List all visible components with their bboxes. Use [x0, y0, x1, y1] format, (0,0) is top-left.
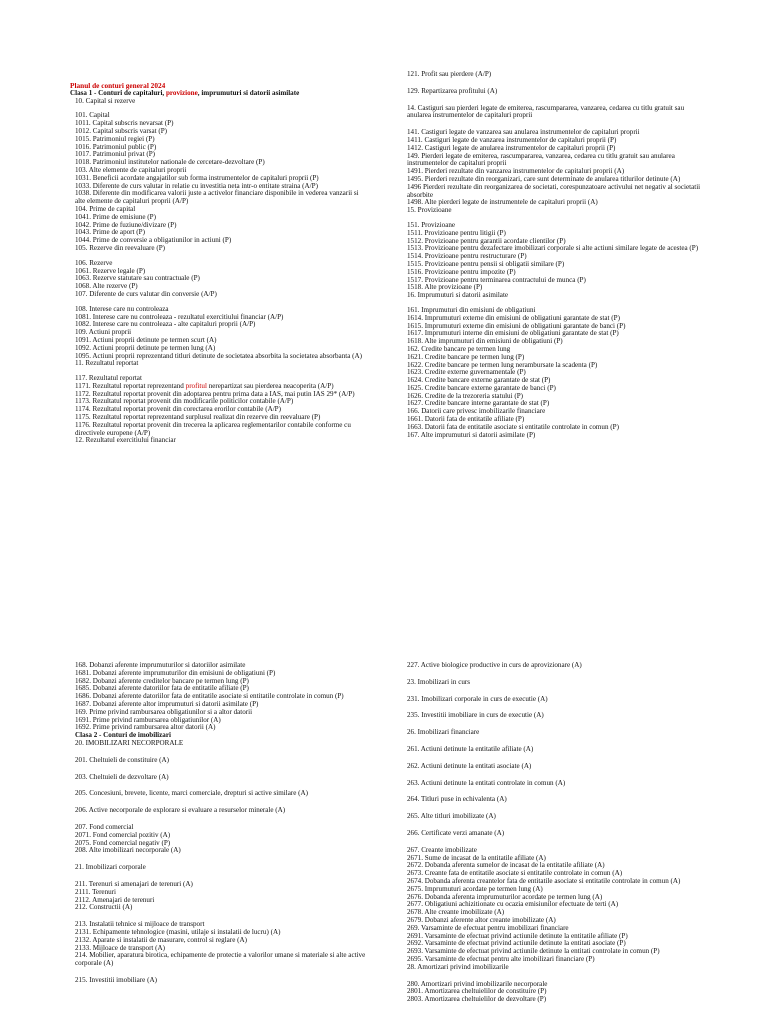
account-line: 2112. Amenajari de terenuri [75, 895, 155, 904]
account-line: 1495. Pierderi rezultate din reorganizari, care sunt determinate de anularea titlurilor detinute (A) [407, 174, 681, 183]
account-line: 1511. Provizioane pentru litigii (P) [407, 228, 506, 237]
account-line: 215. Investitii imobiliare (A) [75, 975, 157, 984]
account-line: 1412. Castiguri legate de anularea instrumentelor de capitaluri proprii (P) [407, 143, 616, 152]
class-heading: Clasa 1 - Conturi de capitaluri, provizione, imprumuturi si datorii asimilate [70, 88, 300, 97]
account-line: 265. Alte titluri imobilizate (A) [407, 812, 496, 821]
highlighted-word: profitul [185, 381, 207, 390]
account-line: 106. Rezerve [75, 258, 113, 267]
account-line: 1624. Credite bancare externe garantate de stat (P) [407, 376, 551, 385]
account-line: 161. Imprumuturi din emisiuni de obligatiuni [407, 305, 536, 314]
account-line: 1517. Provizioane pentru terminarea contractului de munca (P) [407, 275, 586, 284]
account-line: 121. Profit sau pierdere (A/P) [407, 70, 492, 78]
account-line: 1173. Rezultatul reportat provenit din modificarile politicilor contabile (A/P) [75, 397, 294, 406]
account-line: 2691. Varsaminte de efectuat privind actiunile detinute la entitatile afiliate (P) [407, 931, 628, 940]
account-line: 151. Provizioane [407, 220, 456, 229]
account-line: 201. Cheltuieli de constituire (A) [75, 755, 169, 764]
account-line: 205. Concesiuni, brevete, licente, marci comerciale, drepturi si active similare (A) [75, 789, 309, 798]
account-line: 108. Interese care nu controleaza [75, 304, 169, 313]
account-line: 10. Capital si rezerve [75, 96, 136, 105]
account-line: 1692. Prime privind rambursarea altor datorii (A) [75, 723, 216, 732]
account-line: 2132. Aparate si instalatii de masurare, control si reglare (A) [75, 935, 247, 944]
account-line: 2675. Imprumuturi acordate pe termen lung (A) [407, 884, 543, 893]
account-line: 213. Instalatii tehnice si mijloace de transport [75, 920, 205, 929]
account-line: 2131. Echipamente tehnologice (masini, utilaje si instalatii de lucru) (A) [75, 927, 281, 936]
account-line: 227. Active biologice productive in curs de aprovizionare (A) [407, 661, 582, 669]
class-heading: Clasa 2 - Conturi de imobilizari [75, 731, 171, 740]
account-line: 12. Rezultatul exercitiului financiar [75, 436, 176, 445]
account-group [70, 260, 370, 299]
account-line: 1044. Prime de conversie a obligatiunilor in actiuni (P) [75, 236, 232, 245]
account-line: 141. Castiguri legate de vanzarea sau anularea instrumentelor de capitaluri proprii [407, 128, 640, 137]
account-line: 207. Fond comercial [75, 822, 134, 831]
account-line: 129. Repartizarea profitului (A) [407, 86, 498, 95]
account-line: 1496 Pierderi rezultate din reorganizarea de societati, corespunzatoare activului net negativ al societatii absorbite [407, 182, 701, 199]
account-line: 1614. Imprumuturi externe din emisiuni de obligatiuni garantate de stat (P) [407, 313, 620, 322]
text-column-4 [402, 662, 707, 1004]
account-line: 208. Alte imobilizari necorporale (A) [75, 846, 181, 855]
account-line: 2673. Creante fata de entitatile asociate si entitatile controlate in comun (A) [407, 869, 623, 878]
account-group [70, 881, 370, 912]
account-line: 1682. Dobanzi aferente creditelor bancare pe termen lung (P) [75, 676, 249, 685]
account-line: 269. Varsaminte de efectuat pentru imobilizari financiare [407, 923, 569, 932]
account-line: 107. Diferente de curs valutar din conversie (A/P) [75, 289, 217, 298]
account-line: 167. Alte imprumuturi si datorii asimilate (P) [407, 430, 536, 439]
account-line: 162. Credite bancare pe termen lung [407, 344, 511, 353]
account-line: 1686. Dobanzi aferente datoriilor fata de entitatile asociate si entitatile controlate in comun (P) [75, 692, 344, 701]
account-group [402, 129, 707, 215]
account-line: 1175. Rezultatul reportat reprezentand surplusul realizat din rezerve din reevaluare (P) [75, 413, 321, 422]
account-line: 1627. Credite bancare interne garantate de stat (P) [407, 399, 550, 408]
highlighted-word: provizione [165, 88, 198, 97]
account-group [402, 981, 707, 1004]
account-line: 26. Imobilizari financiare [407, 728, 480, 737]
account-line: 203. Cheltuieli de dezvoltare (A) [75, 772, 169, 781]
account-line: 1491. Pierderi rezultate din vanzarea instrumentelor de capitaluri proprii (A) [407, 167, 625, 176]
account-line: 1174. Rezultatul reportat provenit din corectarea erorilor contabile (A/P) [75, 405, 281, 414]
account-line: 149. Pierderi legate de emiterea, rascumpararea, vanzarea, cedarea cu titlu gratuit sau anularea instrumentelor de capitaluri proprii [407, 151, 675, 168]
account-line: 1068. Alte rezerve (P) [75, 282, 138, 291]
account-line: 1091. Actiuni proprii detinute pe termen scurt (A) [75, 335, 217, 344]
text-column-3 [70, 662, 370, 985]
account-line: 1172. Rezultatul reportat provenit din adoptarea pentru prima data a IAS, mai putin IAS 29* (A/P) [75, 389, 355, 398]
account-line: 1018. Patrimoniul institutelor nationale de cercetare-dezvoltare (P) [75, 158, 265, 167]
account-line: 261. Actiuni detinute la entitatile afiliate (A) [407, 744, 534, 753]
account-line: 2071. Fond comercial pozitiv (A) [75, 830, 171, 839]
account-line: 1171. Rezultatul reportat reprezentand profitul nerepartizat sau pierderea neacoperita (A/P) [75, 381, 334, 390]
account-group [70, 662, 370, 732]
account-group [70, 98, 370, 106]
document-title: Planul de conturi general 2024 [70, 81, 166, 90]
account-line: 2075. Fond comercial negativ (P) [75, 838, 171, 847]
account-line: 2679. Dobanzi aferente altor creante imobilizate (A) [407, 915, 556, 924]
account-line: 266. Certificate verzi amanate (A) [407, 828, 505, 837]
account-line: 1518. Alte provizioane (P) [407, 283, 483, 292]
account-line: 235. Investitii imobiliare in curs de executie (A) [407, 711, 544, 720]
account-group [402, 88, 707, 96]
account-line: 20. IMOBILIZARI NECORPORALE [75, 738, 184, 747]
account-line: 1691. Prime privind rambursarea obligatiunilor (A) [75, 715, 221, 724]
account-line: 2111. Terenuri [75, 887, 117, 896]
account-line: 117. Rezultatul reportat [75, 374, 142, 383]
account-line: 1042. Prime de fuziune/divizare (P) [75, 220, 177, 229]
account-line: 2677. Obligatiuni achizitionate cu ocazia emisiunilor efectuate de terti (A) [407, 900, 619, 909]
account-line: 1038. Diferente din modificarea valorii juste a activelor financiare disponibile in vederea vanzarii si alte elemente de capitaluri proprii (A/P) [75, 189, 359, 206]
account-group [70, 921, 370, 968]
account-line: 103. Alte elemente de capitaluri proprii [75, 165, 187, 174]
account-line: 1681. Dobanzi aferente imprumuturilor din emisiuni de obligatiuni (P) [75, 668, 276, 677]
account-line: 168. Dobanzi aferente imprumuturilor si datoriilor asimilate [75, 661, 246, 669]
account-line: 2695. Varsaminte de efectuat pentru alte imobilizari financiare (P) [407, 954, 595, 963]
account-line: 280. Amortizari privind imobilizarile necorporale [407, 979, 548, 988]
account-line: 1033. Diferente de curs valutar in relatie cu investitia neta intr-o entitate straina (A/P) [75, 181, 318, 190]
account-line: 1015. Patrimoniul regiei (P) [75, 134, 155, 143]
account-line: 1618. Alte imprumuturi din emisiuni de obligatiuni (P) [407, 337, 563, 346]
account-line: 1092. Actiuni proprii detinute pe termen lung (A) [75, 343, 216, 352]
account-line: 16. Imprumuturi si datorii asimilate [407, 291, 509, 300]
account-line: 28. Amortizari privind imobilizarile [407, 962, 509, 971]
account-line: 1016. Patrimoniul public (P) [75, 142, 157, 151]
account-line: 2672. Dobanda aferenta sumelor de incasat de la entitatile afiliate (A) [407, 861, 605, 870]
account-line: 2801. Amortizarea cheltuielilor de constituire (P) [407, 987, 547, 996]
account-line: 1012. Capital subscris varsat (P) [75, 126, 168, 135]
account-line: 264. Titluri puse in echivalenta (A) [407, 795, 507, 804]
text-column-1 [70, 82, 370, 445]
account-line: 2676. Dobanda aferenta imprumuturilor acordate pe termen lung (A) [407, 892, 603, 901]
account-line: 1687. Dobanzi aferente altor imprumuturi si datorii asimilate (P) [75, 699, 259, 708]
account-line: 2674. Dobanda aferenta creantelor fata de entitatile asociate si entitatile controlate in comun (A) [407, 876, 681, 885]
account-line: 1061. Rezerve legale (P) [75, 266, 146, 275]
account-line: 214. Mobilier, aparatura birotica, echipamente de protectie a valorilor umane si materiale si alte active corporale (A) [75, 951, 366, 968]
account-line: 14. Castiguri sau pierderi legate de emiterea, rascumpararea, vanzarea, cedarea cu titlu gratuit sau anularea instrumentelor de capitaluri proprii [407, 103, 685, 120]
account-line: 1663. Datorii fata de entitatile asociate si entitatile controlate in comun (P) [407, 422, 619, 431]
account-line: 1411. Castiguri legate de vanzarea instrumentelor de capitaluri proprii (P) [407, 135, 617, 144]
account-line: 101. Capital [75, 111, 110, 120]
account-line: 1685. Dobanzi aferente datoriilor fata de entitatile afiliate (P) [75, 684, 249, 693]
account-line: 1498. Alte pierderi legate de instrumentele de capitaluri proprii (A) [407, 198, 598, 207]
account-line: 15. Provizioane [407, 206, 452, 215]
account-line: 1095. Actiuni proprii reprezentand titluri detinute de societatea absorbita la societatea absorbanta (A) [75, 351, 362, 360]
account-line: 1063. Rezerve statutare sau contractuale (P) [75, 274, 200, 283]
account-group [402, 105, 707, 121]
account-group [402, 847, 707, 972]
account-line: 2133. Mijloace de transport (A) [75, 943, 166, 952]
account-line: 1513. Provizioane pentru dezafectare imobilizari corporale si alte actiuni similare legate de acestea (P) [407, 244, 699, 253]
account-line: 1041. Prime de emisiune (P) [75, 212, 156, 221]
account-group [70, 306, 370, 368]
account-line: 11. Rezultatul reportat [75, 359, 139, 368]
account-line: 1031. Beneficii acordate angajatilor sub forma instrumentelor de capitaluri proprii (P) [75, 173, 319, 182]
account-line: 2678. Alte creante imobilizate (A) [407, 908, 505, 917]
account-group [70, 112, 370, 252]
account-group [402, 222, 707, 300]
account-line: 1617. Imprumuturi interne din emisiuni de obligatiuni garantate de stat (P) [407, 329, 619, 338]
account-line: 206. Active necorporale de explorare si evaluare a resurselor minerale (A) [75, 806, 286, 815]
account-line: 1625. Credite bancare externe garantate de banci (P) [407, 383, 556, 392]
account-line: 262. Actiuni detinute la entitati asociate (A) [407, 761, 532, 770]
account-line: 21. Imobilizari corporale [75, 863, 146, 872]
account-line: 2803. Amortizarea cheltuielilor de dezvoltare (P) [407, 995, 547, 1004]
account-line: 166. Datorii care privesc imobilizarile financiare [407, 407, 546, 416]
account-line: 23. Imobilizari in curs [407, 677, 471, 686]
account-line: 104. Prime de capital [75, 204, 136, 213]
text-column-2 [402, 71, 707, 439]
account-line: 1176. Rezultatul reportat provenit din trecerea la aplicarea reglementarilor contabile conforme cu directivele europene (A/P) [75, 420, 351, 437]
account-line: 212. Constructii (A) [75, 903, 133, 912]
account-line: 1017. Patrimoniul privat (P) [75, 150, 155, 159]
account-line: 1626. Credite de la trezoreria statului (P) [407, 391, 524, 400]
account-line: 263. Actiuni detinute la entitati controlate in comun (A) [407, 778, 566, 787]
account-line: 1043. Prime de aport (P) [75, 228, 145, 237]
account-group [70, 824, 370, 855]
account-line: 1623. Credite externe guvernamentale (P) [407, 368, 526, 377]
account-line: 2692. Varsaminte de efectuat privind actiunile detinute la entitati asociate (P) [407, 939, 626, 948]
account-line: 109. Actiuni proprii [75, 328, 132, 337]
account-line: 1514. Provizioane pentru restructurare (P) [407, 252, 527, 261]
account-line: 1661. Datorii fata de entitatile afiliate (P) [407, 415, 525, 424]
account-line: 1622. Credite bancare pe termen lung nerambursate la scadenta (P) [407, 360, 598, 369]
account-line: 1081. Interese care nu controleaza - rezultatul exercitiului financiar (A/P) [75, 312, 284, 321]
account-line: 2693. Varsaminte de efectuat privind actiunile detinute la entitati controlate in comun (P) [407, 947, 660, 956]
account-line: 1615. Imprumuturi externe din emisiuni de obligatiuni garantate de banci (P) [407, 321, 626, 330]
account-group [402, 71, 707, 79]
account-line: 2671. Sume de incasat de la entitatile afiliate (A) [407, 853, 546, 862]
account-line: 267. Creante imobilizate [407, 845, 477, 854]
account-line: 1515. Provizioane pentru pensii si obligatii similare (P) [407, 259, 565, 268]
account-line: 105. Rezerve din reevaluare (P) [75, 243, 166, 252]
account-line: 169. Prime privind rambursarea obligatiunilor si a altor datorii [75, 707, 253, 716]
account-line: 1516. Provizioane pentru impozite (P) [407, 267, 516, 276]
account-line: 231. Imobilizari corporale in curs de executie (A) [407, 694, 548, 703]
account-line: 211. Terenuri si amenajari de terenuri (A) [75, 879, 193, 888]
account-group [402, 307, 707, 440]
account-group [70, 375, 370, 445]
account-line: 1011. Capital subscris nevarsat (P) [75, 119, 174, 128]
account-line: 1512. Provizioane pentru garantii acordate clientilor (P) [407, 236, 566, 245]
account-line: 1082. Interese care nu controleaza - alte capitaluri proprii (A/P) [75, 320, 256, 329]
account-line: 1621. Credite bancare pe termen lung (P) [407, 352, 525, 361]
